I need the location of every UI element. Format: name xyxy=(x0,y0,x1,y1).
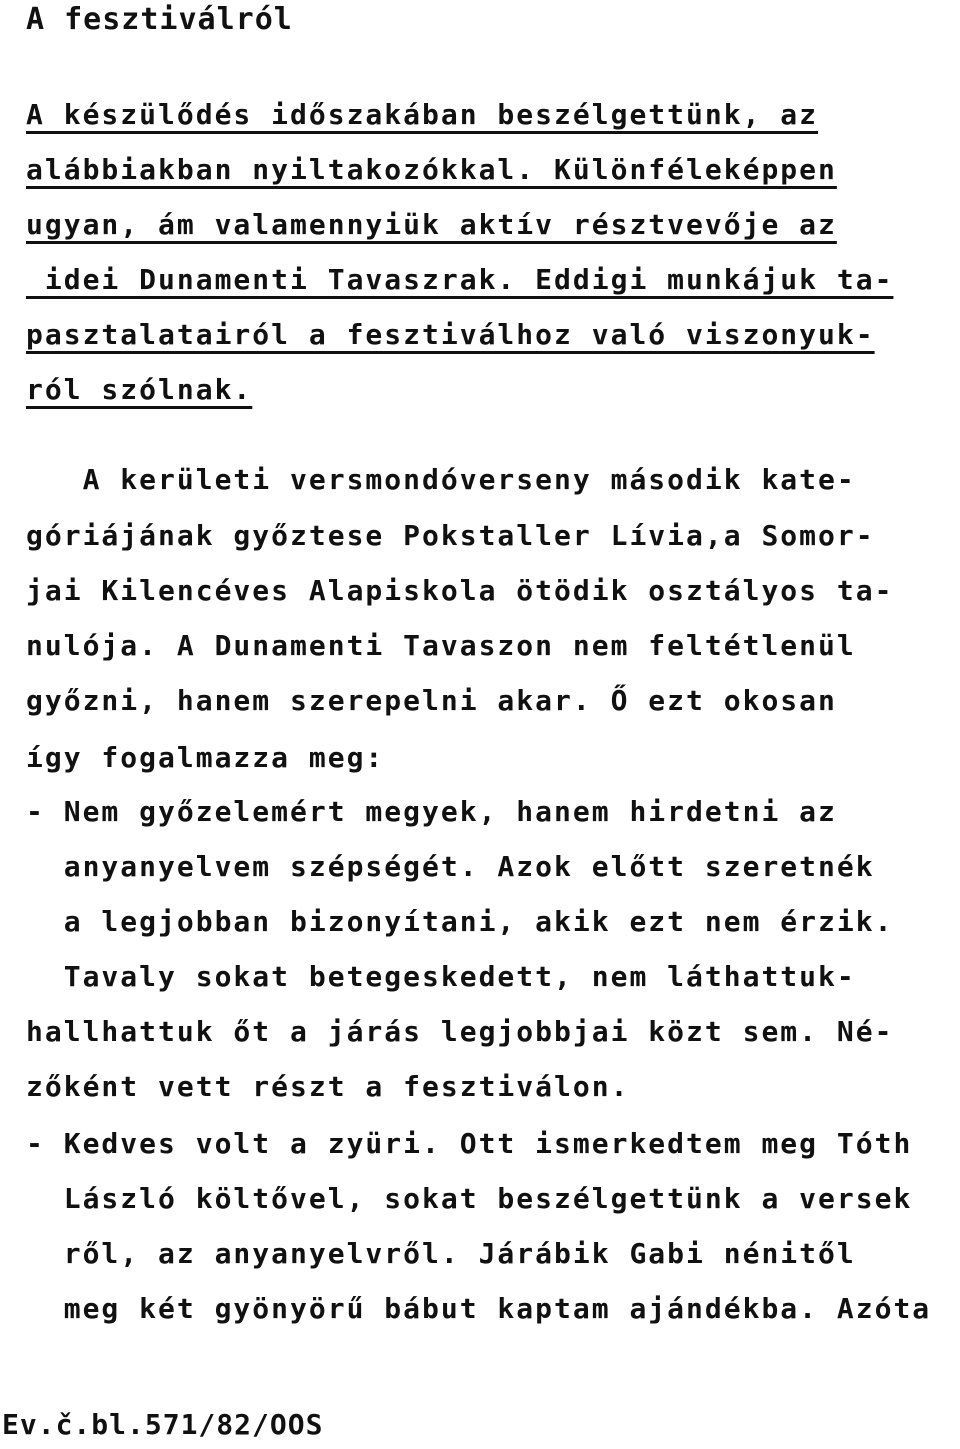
body-line: zőként vett részt a fesztiválon. xyxy=(26,1070,630,1103)
page-title: A fesztiválról xyxy=(26,2,293,37)
body-line: A kerületi versmondóverseny második kate- xyxy=(26,463,856,496)
body-line: ről, az anyanyelvről. Járábik Gabi nénitől xyxy=(26,1237,856,1270)
body-line: góriájának győztese Pokstaller Lívia,a Somor- xyxy=(26,519,875,552)
body-line: - Nem győzelemért megyek, hanem hirdetni az xyxy=(26,795,837,828)
intro-line: A készülődés időszakában beszélgettünk, az xyxy=(26,98,819,131)
intro-line: pasztalatairól a fesztiválhoz való viszonyuk- xyxy=(26,318,875,351)
intro-line: idei Dunamenti Tavaszrak. Eddigi munkájuk ta- xyxy=(26,263,894,296)
body-line: anyanyelvem szépségét. Azok előtt szeretnék xyxy=(26,850,875,883)
body-line: meg két gyönyörű bábut kaptam ajándékba. Azóta xyxy=(26,1292,932,1325)
body-line: jai Kilencéves Alapiskola ötödik osztályos ta- xyxy=(26,574,894,607)
archive-reference: Ev.č.bl.571/82/OOS xyxy=(2,1408,324,1441)
body-line: - Kedves volt a zyüri. Ott ismerkedtem meg Tóth xyxy=(26,1127,913,1160)
body-line: a legjobban bizonyítani, akik ezt nem érzik. xyxy=(26,905,894,938)
intro-line: alábbiakban nyiltakozókkal. Különféleképpen xyxy=(26,153,837,186)
intro-line: ugyan, ám valamennyiük aktív résztvevője az xyxy=(26,208,837,241)
intro-line: ról szólnak. xyxy=(26,373,253,406)
body-line: Tavaly sokat betegeskedett, nem láthattuk- xyxy=(26,960,856,993)
body-line: győzni, hanem szerepelni akar. Ő ezt okosan xyxy=(26,684,837,717)
body-line: hallhattuk őt a járás legjobbjai közt sem. Né- xyxy=(26,1015,894,1048)
body-line: László költővel, sokat beszélgettünk a versek xyxy=(26,1182,913,1215)
body-line: nulója. A Dunamenti Tavaszon nem feltétlenül xyxy=(26,629,856,662)
body-line: így fogalmazza meg: xyxy=(26,741,385,774)
